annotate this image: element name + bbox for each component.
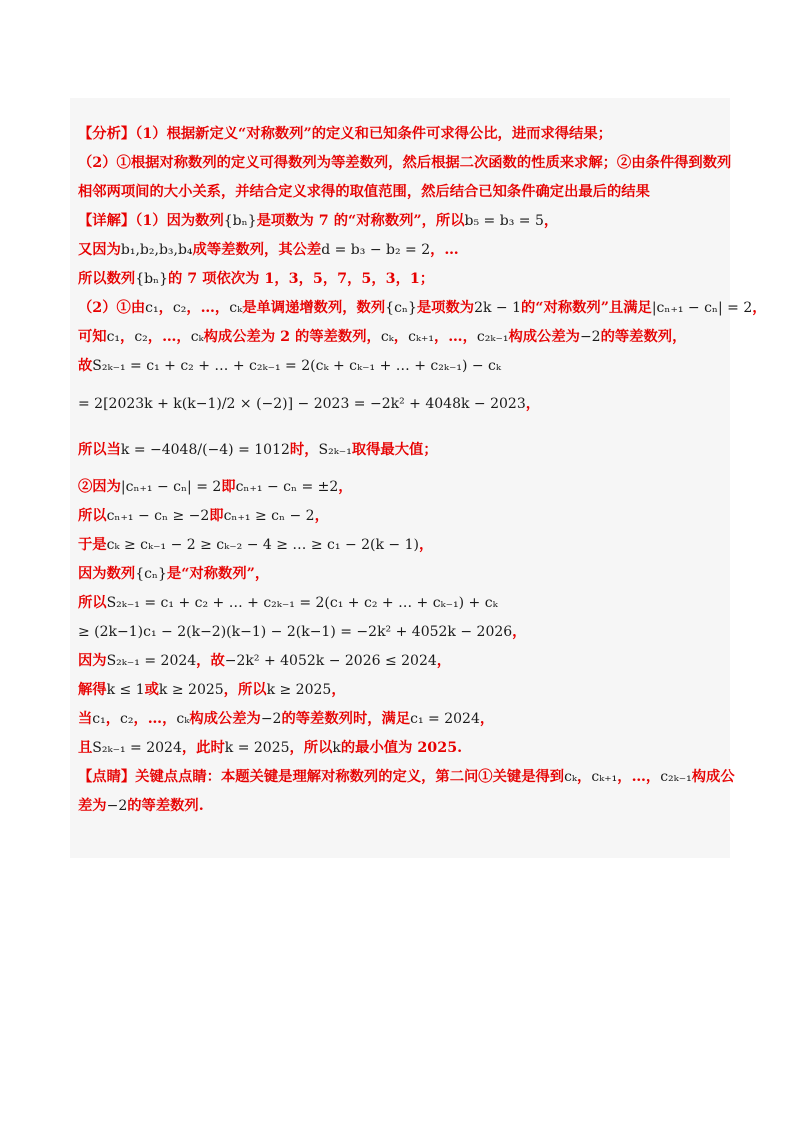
text-run: 是“对称数列”， xyxy=(166,566,270,582)
solution-line-10 xyxy=(78,427,722,473)
solution-line-13 xyxy=(78,531,722,560)
text-run: 所以 xyxy=(78,595,107,611)
text-run: ，…， xyxy=(434,329,477,345)
math-expression: S₂ₖ₋₁ xyxy=(318,442,352,458)
math-expression: cₖ xyxy=(564,769,578,785)
math-expression: c₂ xyxy=(120,711,134,727)
math-expression: S₂ₖ₋₁ = c₁ + c₂ + … + c₂ₖ₋₁ = 2(cₖ + cₖ₋₁ + … + c₂ₖ₋₁) − cₖ xyxy=(92,358,501,374)
text-run: ， xyxy=(120,329,135,345)
text-run: 的等差数列时，满足 xyxy=(281,711,411,727)
math-expression: cₖ xyxy=(176,711,190,727)
text-run: 解得 xyxy=(78,682,107,698)
math-expression: = 2[2023k + k(k−1)/2 × (−2)] − 2023 = −2k² + 4048k − 2023 xyxy=(78,396,526,412)
math-expression: cₖ₊₁ xyxy=(591,769,618,785)
solution-line-19 xyxy=(78,705,722,734)
text-run: （2）①由 xyxy=(78,300,146,316)
text-run: 或 xyxy=(144,682,159,698)
text-run: ， xyxy=(479,711,495,727)
math-expression: {cₙ} xyxy=(385,300,417,316)
math-expression: S₂ₖ₋₁ = 2024 xyxy=(106,653,197,669)
math-expression: k = 2025 xyxy=(224,740,290,756)
text-run: 是项数为 7 的“对称数列”，所以 xyxy=(256,213,465,229)
math-expression: cₙ₊₁ − cₙ = ±2 xyxy=(235,479,339,495)
math-expression: cₖ xyxy=(229,300,243,316)
text-run: 时， xyxy=(289,442,319,458)
text-run: 的最小值为 2025. xyxy=(340,740,463,756)
text-run: 所以当 xyxy=(78,442,121,458)
solution-line-18 xyxy=(78,676,722,705)
text-run: ， xyxy=(543,213,559,229)
text-run: ， xyxy=(158,300,173,316)
text-run: 又因为 xyxy=(78,242,121,258)
math-expression: cₖ xyxy=(380,329,394,345)
math-expression: cₖ₊₁ xyxy=(408,329,435,345)
solution-line-5 xyxy=(78,265,722,294)
math-expression: d = b₃ − b₂ = 2 xyxy=(321,242,431,258)
text-run: ， xyxy=(314,508,329,524)
solution-line-16 xyxy=(78,618,722,647)
math-expression: c₂ₖ₋₁ xyxy=(476,329,509,345)
solution-line-4 xyxy=(78,236,722,265)
text-run: 因为数列 xyxy=(78,566,136,582)
text-run: 构成公差为 2 的等差数列， xyxy=(203,329,381,345)
text-run: 所以 xyxy=(78,508,107,524)
text-run: 即 xyxy=(221,479,236,495)
solution-panel xyxy=(70,98,767,858)
text-run: 【分析】（1）根据新定义“对称数列”的定义和已知条件可求得公比，进而求得结果； xyxy=(78,126,612,142)
math-expression: −2k² + 4052k − 2026 ≤ 2024 xyxy=(224,653,437,669)
math-expression: c₁ xyxy=(92,711,106,727)
text-run: ， xyxy=(436,653,452,669)
math-expression: {bₙ} xyxy=(135,271,169,287)
solution-line-12 xyxy=(78,502,722,531)
math-expression: S₂ₖ₋₁ = 2024 xyxy=(92,740,182,756)
text-run: 因为 xyxy=(78,653,107,669)
math-expression: c₁ = 2024 xyxy=(410,711,480,727)
text-run: ， xyxy=(393,329,409,345)
math-expression: cₖ xyxy=(190,329,204,345)
solution-line-22 xyxy=(78,792,722,821)
math-expression: {cₙ} xyxy=(135,566,167,582)
text-run: ，所以 xyxy=(289,740,333,756)
text-run: 于是 xyxy=(78,537,107,553)
math-expression: k ≥ 2025 xyxy=(266,682,332,698)
text-run: ，…， xyxy=(133,711,177,727)
math-expression: 2k − 1 xyxy=(474,300,521,316)
text-run: 构成公差为 xyxy=(189,711,261,727)
text-run: 成等差数列，其公差 xyxy=(192,242,322,258)
text-run: 当 xyxy=(78,711,93,727)
solution-line-0 xyxy=(78,120,722,149)
solution-line-17 xyxy=(78,647,722,676)
solution-line-14 xyxy=(78,560,722,589)
text-run: ， xyxy=(338,479,353,495)
text-run: 取得最大值； xyxy=(351,442,438,458)
solution-line-2 xyxy=(78,178,722,207)
text-run: ， xyxy=(418,537,434,553)
solution-line-9 xyxy=(78,381,722,427)
math-expression: c₁ xyxy=(106,329,121,345)
math-expression: c₂ xyxy=(134,329,148,345)
text-run: 即 xyxy=(209,508,224,524)
solution-line-15 xyxy=(78,589,722,618)
math-expression: k ≤ 1 xyxy=(106,682,145,698)
text-run: ，故 xyxy=(196,653,225,669)
math-expression: ≥ (2k−1)c₁ − 2(k−2)(k−1) − 2(k−1) = −2k² + 4052k − 2026 xyxy=(78,624,513,640)
text-run: ，所以 xyxy=(223,682,267,698)
solution-line-8 xyxy=(78,352,722,381)
math-expression: b₁,b₂,b₃,b₄ xyxy=(120,242,193,258)
math-expression: k xyxy=(332,740,341,756)
text-run: ，… xyxy=(430,242,459,258)
text-run: ，…， xyxy=(147,329,191,345)
text-run: 构成公差为 xyxy=(508,329,580,345)
text-run: ， xyxy=(512,624,527,640)
text-run: ， xyxy=(105,711,121,727)
math-expression: c₁ xyxy=(145,300,159,316)
text-run: 故 xyxy=(78,358,93,374)
text-run: 【点睛】关键点点睛：本题关键是理解对称数列的定义，第二问①关键是得到 xyxy=(78,769,565,785)
text-run: 的等差数列， xyxy=(600,329,687,345)
text-run: ，此时 xyxy=(181,740,225,756)
math-expression: k ≥ 2025 xyxy=(158,682,224,698)
solution-line-21 xyxy=(78,763,735,792)
solution-line-6 xyxy=(78,294,767,323)
text-run: 相邻两项间的大小关系，并结合定义求得的取值范围，然后结合已知条件确定出最后的结果 xyxy=(78,184,650,200)
solution-line-7 xyxy=(78,323,722,352)
text-run: 是项数为 xyxy=(416,300,475,316)
text-run: ， xyxy=(525,396,541,412)
math-expression: cₖ ≥ cₖ₋₁ − 2 ≥ cₖ₋₂ − 4 ≥ … ≥ c₁ − 2(k − 1) xyxy=(106,537,419,553)
text-run: ， xyxy=(752,300,767,316)
text-run: （2）①根据对称数列的定义可得数列为等差数列，然后根据二次函数的性质来求解；②由条件得到数列 xyxy=(78,155,732,171)
text-run: 且 xyxy=(78,740,93,756)
math-expression: b₅ = b₃ = 5 xyxy=(464,213,544,229)
text-run: ，…， xyxy=(617,769,661,785)
math-expression: −2 xyxy=(260,711,282,727)
text-run: 可知 xyxy=(78,329,107,345)
math-expression: k = −4048/(−4) = 1012 xyxy=(120,442,290,458)
text-run: 构成公 xyxy=(691,769,735,785)
text-run: ②因为 xyxy=(78,479,121,495)
math-expression: S₂ₖ₋₁ = c₁ + c₂ + … + c₂ₖ₋₁ = 2(c₁ + c₂ + … + cₖ₋₁) + cₖ xyxy=(106,595,498,611)
text-run: ，…， xyxy=(186,300,230,316)
math-expression: |cₙ₊₁ − cₙ| = 2 xyxy=(120,479,222,495)
solution-line-3 xyxy=(78,207,722,236)
text-run: 是单调递增数列，数列 xyxy=(242,300,386,316)
solution-line-1 xyxy=(78,149,732,178)
text-run: 的等差数列. xyxy=(127,798,204,814)
text-run: 的“对称数列”且满足 xyxy=(521,300,652,316)
text-run: 的 7 项依次为 1，3，5，7，5，3，1； xyxy=(168,271,435,287)
solution-line-20 xyxy=(78,734,722,763)
text-run: 差为 xyxy=(78,798,107,814)
math-expression: c₂ₖ₋₁ xyxy=(660,769,692,785)
math-expression: cₙ₊₁ − cₙ ≥ −2 xyxy=(106,508,210,524)
math-expression: c₂ xyxy=(172,300,187,316)
math-expression: −2 xyxy=(579,329,601,345)
math-expression: cₙ₊₁ ≥ cₙ − 2 xyxy=(223,508,315,524)
text-run: 所以数列 xyxy=(78,271,136,287)
text-run: ， xyxy=(331,682,346,698)
solution-line-11 xyxy=(78,473,722,502)
text-run: 【详解】（1）因为数列 xyxy=(78,213,224,229)
math-expression: {bₙ} xyxy=(223,213,257,229)
math-expression: −2 xyxy=(106,798,128,814)
text-run: ， xyxy=(577,769,592,785)
math-expression: |cₙ₊₁ − cₙ| = 2 xyxy=(651,300,753,316)
